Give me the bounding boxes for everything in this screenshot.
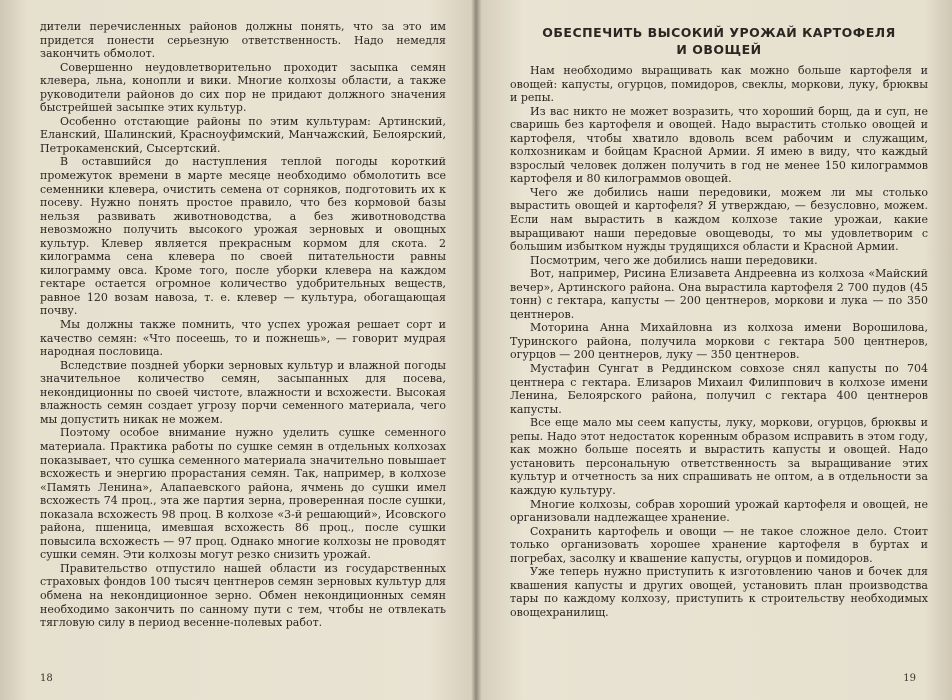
paragraph: Нам необходимо выращивать как можно больше картофеля и овощей: капусты, огурцов, помидоров, свеклы, моркови, луку, брюквы и репы. bbox=[510, 64, 928, 105]
paragraph: Уже теперь нужно приступить к изготовлению чанов и бочек для квашения капусты и других овощей, установить план производства тары по каждому колхозу, приступить к строительству необходимых овощехранилищ. bbox=[510, 565, 928, 619]
paragraph: Совершенно неудовлетворительно проходит засыпка семян клевера, льна, конопли и вики. Многие колхозы области, а также руководители районов до сих пор не придают должного значения быстрейшей засыпке этих культур. bbox=[40, 60, 446, 115]
section-title bbox=[510, 24, 928, 58]
paragraph: Все еще мало мы сеем капусты, луку, моркови, огурцов, брюквы и репы. Надо этот недостаток коренным образом исправить в этом году, как можно больше посеять и вырастить капусты и овощей. Надо установить персональную ответственность за выращивание этих культур и отчетность за них спрашивать не оптом, а в отдельности за каждую культуру. bbox=[510, 416, 928, 497]
page-number: 18 bbox=[40, 673, 53, 684]
paragraph: Вследствие поздней уборки зерновых культур и влажной погоды значительное количество семян, засыпанных для посева, некондиционны по своей чистоте, влажности и всхожести. Высокая влажность семян создает угрозу порчи семенного материала, чего мы допустить никак не можем. bbox=[40, 358, 446, 426]
paragraph: Чего же добились наши передовики, можем ли мы столько вырастить овощей и картофеля? Я утверждаю, — безусловно, можем. Если нам вырастить в каждом колхозе такие урожаи, какие выращивают наши передовые овощеводы, то мы удовлетворим с большим избытком нужды трудящихся области и Красной Армии. bbox=[510, 185, 928, 254]
paragraph: Сохранить картофель и овощи — не такое сложное дело. Стоит только организовать хорошее хранение картофеля в буртах и погребах, засолку и квашение капусты, огурцов и помидоров. bbox=[510, 524, 928, 565]
paragraph: Поэтому особое внимание нужно уделить сушке семенного материала. Практика работы по сушке семян в отдельных колхозах показывает, что сушка семенного материала значительно повышает всхожесть и энергию прорастания семян. Так, например, в колхозе «Память Ленина», Алапаевского района, ячмень до сушки имел всхожесть 74 проц., эта же партия зерна, проверенная после сушки, показала всхожесть 98 проц. В колхозе «3-й решающий», Исовского района, пшеница, имевшая всхожесть 86 проц., после сушки повысила всхожесть — 97 проц. Однако многие колхозы не проводят сушки семян. Эти колхозы могут резко снизить урожай. bbox=[40, 426, 446, 562]
left-page bbox=[0, 0, 470, 700]
paragraph: Мустафин Сунгат в Реддинском совхозе снял капусты по 704 центнера с гектара. Елизаров Михаил Филиппович в колхозе имени Ленина, Белоярского района, получил с гектара 400 центнеров капусты. bbox=[510, 362, 928, 416]
paragraph: Особенно отстающие районы по этим культурам: Артинский, Еланский, Шалинский, Красноуфимский, Манчажский, Белоярский, Петрокаменский, Сысертский. bbox=[40, 114, 446, 155]
right-page bbox=[480, 0, 952, 700]
paragraph: Посмотрим, чего же добились наши передовики. bbox=[530, 253, 818, 267]
paragraph: Моторина Анна Михайловна из колхоза имени Ворошилова, Туринского района, получила моркови с гектара 500 центнеров, огурцов — 200 центнеров, луку — 350 центнеров. bbox=[510, 321, 928, 362]
paragraph: Из вас никто не может возразить, что хороший борщ, да и суп, не сваришь без картофеля и овощей. Надо вырастить столько овощей и картофеля, чтобы хватило вдоволь всем рабочим и служащим, колхозникам и бойцам Красной Армии. Я имею в виду, что каждый взрослый человек должен получить в год не менее 150 килограммов картофеля и 80 килограммов овощей. bbox=[510, 104, 928, 186]
paragraph: Мы должны также помнить, что успех урожая решает сорт и качество семян: «Что посеешь, то и пожнешь», — говорит мудрая народная пословица. bbox=[40, 318, 446, 359]
paragraph: Правительство отпустило нашей области из государственных страховых фондов 100 тысяч центнеров семян зерновых культур для обмена на некондиционное зерно. Обмен некондиционных семян необходимо закончить по санному пути с тем, чтобы не отвлекать тягловую силу в период весенне-полевых работ. bbox=[40, 561, 446, 630]
page-number: 19 bbox=[903, 673, 916, 684]
paragraph: дители перечисленных районов должны понять, что за это им придется понести серьезную ответственность. Надо немедля закончить обмолот. bbox=[40, 20, 446, 61]
paragraph: В оставшийся до наступления теплой погоды короткий промежуток времени в марте месяце необходимо обмолотить все семенники клевера, очистить семена от сорняков, подготовить их к посеву. Нужно понять простое правило, что без кормовой базы нельзя развивать животноводства, а без животноводства невозможно получить высокого урожая зерновых и овощных культур. Клевер является прекрасным кормом для скота. 2 килограмма сена клевера по своей питательности равны килограмму овса. Кроме того, после уборки клевера на каждом гектаре остается огромное количество удобрительных веществ, равное 120 возам навоза, т. е. клевер — культура, обогащающая почву. bbox=[40, 155, 446, 318]
section-title-line: И ОВОЩЕЙ bbox=[676, 42, 762, 57]
paragraph: Вот, например, Рисина Елизавета Андреевна из колхоза «Майский вечер», Артинского района. Она вырастила картофеля 2 700 пудов (45 тонн) с гектара, капусты — 200 центнеров, моркови и лука — по 350 центнеров. bbox=[510, 267, 928, 321]
paragraph: Многие колхозы, собрав хороший урожай картофеля и овощей, не организовали надлежащее хранение. bbox=[510, 497, 928, 525]
section-title-line: ОБЕСПЕЧИТЬ ВЫСОКИЙ УРОЖАЙ КАРТОФЕЛЯ bbox=[542, 25, 896, 40]
